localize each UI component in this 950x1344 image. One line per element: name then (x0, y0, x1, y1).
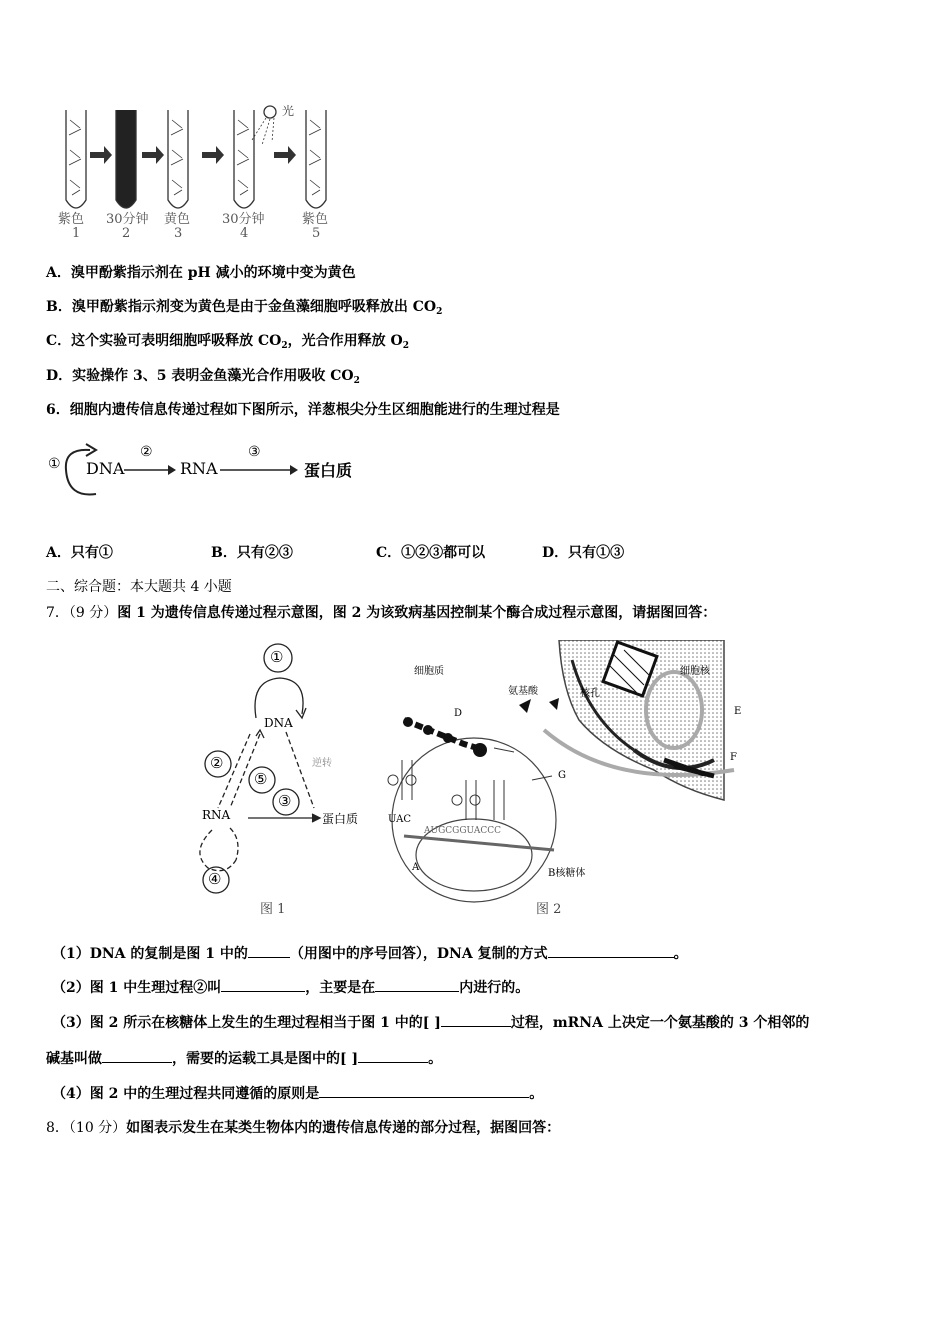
fig2-g-label: G (558, 770, 566, 781)
fig1-protein: 蛋白质 (322, 812, 359, 826)
fig1-caption: 图 1 (260, 902, 286, 917)
q8-stem (46, 1117, 560, 1137)
option-text: ①②③都可以 (401, 545, 486, 561)
option-letter: C． (376, 545, 402, 561)
question-text: 图 1 为遗传信息传递过程示意图，图 2 为该致病基因控制某个酶合成过程示意图，请据图回答： (117, 605, 717, 621)
flow-step-3: ③ (248, 444, 261, 460)
fig1-faint: 逆转 (312, 758, 332, 769)
fig1-label-2: ② (210, 754, 224, 772)
q5-option-c[interactable] (46, 330, 409, 351)
flow-dna: DNA (86, 459, 125, 478)
q7-sub2 (52, 977, 529, 997)
q7-sub3 (52, 1012, 809, 1032)
question-text: 如图表示发生在某类生物体内的遗传信息传递的部分过程，据图回答： (126, 1120, 561, 1136)
answer-blank[interactable] (358, 1048, 428, 1063)
tube-label-1: 紫色 (58, 212, 85, 227)
fig1-dna: DNA (264, 716, 293, 730)
answer-blank[interactable] (248, 943, 290, 958)
answer-blank[interactable] (319, 1083, 529, 1098)
q7-sub1 (52, 943, 688, 963)
tube-label-2: 30分钟 (106, 212, 149, 227)
tube-number-1: 1 (72, 226, 81, 241)
fig2-a-label: A (412, 862, 420, 873)
sub-text: （4）图 2 中的生理过程共同遵循的原则是 (52, 1086, 320, 1102)
fig2-d-label: D (454, 708, 463, 719)
option-letter: C． (46, 333, 72, 349)
tube-number-3: 3 (174, 226, 183, 241)
option-text: 只有②③ (236, 545, 293, 561)
flow-step-1: ① (48, 456, 61, 472)
sub-text: 。 (673, 946, 688, 962)
fig2-codons: AUGCGGUACCC (424, 826, 502, 836)
sub-text: 过程，mRNA 上决定一个氨基酸的 3 个相邻的 (510, 1015, 810, 1031)
fig2-e-label: E (734, 706, 742, 717)
sub-text: 碱基叫做 (46, 1051, 102, 1067)
option-letter: B． (46, 299, 72, 315)
answer-blank[interactable] (548, 943, 674, 958)
sub-text: ，需要的运载工具是图中的[ ] (172, 1051, 359, 1067)
q7-sub3-cont (46, 1048, 442, 1068)
answer-blank[interactable] (441, 1012, 511, 1027)
fig1-rna: RNA (202, 808, 231, 822)
fig2-f-label: F (730, 752, 737, 763)
subscript: 2 (353, 376, 360, 386)
tube-label-4: 30分钟 (222, 212, 265, 227)
answer-blank[interactable] (375, 977, 459, 992)
q7-figure-2 (384, 640, 754, 920)
tube-number-2: 2 (122, 226, 131, 241)
option-text: 溴甲酚紫指示剂变为黄色是由于金鱼藻细胞呼吸释放出 CO (71, 299, 437, 315)
option-text: 这个实验可表明细胞呼吸释放 CO (71, 333, 282, 349)
fig2-cytoplasm: 细胞质 (414, 666, 444, 677)
fig1-label-3: ③ (278, 792, 292, 810)
q6-stem: 6．细胞内遗传信息传递过程如下图所示，洋葱根尖分生区细胞能进行的生理过程是 (46, 402, 560, 418)
option-text: ，光合作用释放 O (287, 333, 403, 349)
option-text: 实验操作 3、5 表明金鱼藻光合作用吸收 CO (72, 368, 354, 384)
fig1-label-1: ① (270, 648, 284, 666)
test-tube-figure (52, 100, 342, 250)
fig2-caption: 图 2 (536, 902, 562, 917)
fig2-nucleus: 细胞核 (680, 666, 710, 677)
subscript: 2 (402, 341, 409, 351)
fig1-label-5: ⑤ (254, 770, 268, 788)
answer-blank[interactable] (102, 1048, 172, 1063)
option-text: 只有①③ (568, 545, 625, 561)
fig2-uac: UAC (388, 814, 411, 825)
q6-flow-figure (46, 440, 366, 510)
sub-text: （用图中的序号回答），DNA 复制的方式 (289, 946, 548, 962)
tube-number-4: 4 (240, 226, 249, 241)
sub-text: ，主要是在 (305, 980, 376, 996)
subscript: 2 (436, 307, 443, 317)
test-tube-drawing (52, 100, 342, 250)
flow-protein: 蛋白质 (304, 461, 353, 480)
q5-option-a[interactable] (46, 262, 356, 282)
question-number: 7．（9 分） (46, 605, 118, 621)
q6-option-c[interactable] (376, 542, 485, 562)
option-text: 只有① (70, 545, 113, 561)
fig1-label-4: ④ (208, 870, 222, 888)
q5-option-b[interactable] (46, 296, 442, 317)
option-letter: B． (211, 545, 237, 561)
sub-text: （1）DNA 的复制是图 1 中的 (52, 946, 248, 962)
q7-sub4 (52, 1083, 543, 1103)
fig2-pore: 核孔 (580, 688, 600, 699)
fig2-amino: 氨基酸 (508, 686, 538, 697)
sub-text: 。 (428, 1051, 443, 1067)
sub-text: 内进行的。 (459, 980, 530, 996)
q7-stem (46, 602, 716, 622)
fig2-ribosome: B核糖体 (548, 868, 586, 879)
sub-text: 。 (529, 1086, 544, 1102)
q6-option-d[interactable] (542, 542, 624, 562)
option-letter: A． (46, 545, 71, 561)
option-letter: D． (46, 368, 73, 384)
tube-number-5: 5 (312, 226, 321, 241)
light-label: 光 (282, 104, 295, 118)
answer-blank[interactable] (221, 977, 305, 992)
option-letter: A． (46, 265, 71, 281)
section-heading: 二、综合题：本大题共 4 小题 (46, 579, 232, 595)
q7-figure-1 (190, 640, 380, 920)
tube-label-5: 紫色 (302, 212, 329, 227)
option-text: 溴甲酚紫指示剂在 pH 减小的环境中变为黄色 (70, 265, 356, 281)
q6-option-b[interactable] (211, 542, 293, 562)
tube-label-3: 黄色 (164, 212, 191, 227)
flow-rna: RNA (180, 459, 218, 478)
sub-text: （3）图 2 所示在核糖体上发生的生理过程相当于图 1 中的[ ] (52, 1015, 441, 1031)
subscript: 2 (281, 341, 288, 351)
option-letter: D． (542, 545, 569, 561)
sub-text: （2）图 1 中生理过程②叫 (52, 980, 222, 996)
q5-option-d[interactable] (46, 365, 360, 386)
q6-option-a[interactable] (46, 542, 113, 562)
flow-step-2: ② (140, 444, 153, 460)
question-number: 8．（10 分） (46, 1120, 127, 1136)
